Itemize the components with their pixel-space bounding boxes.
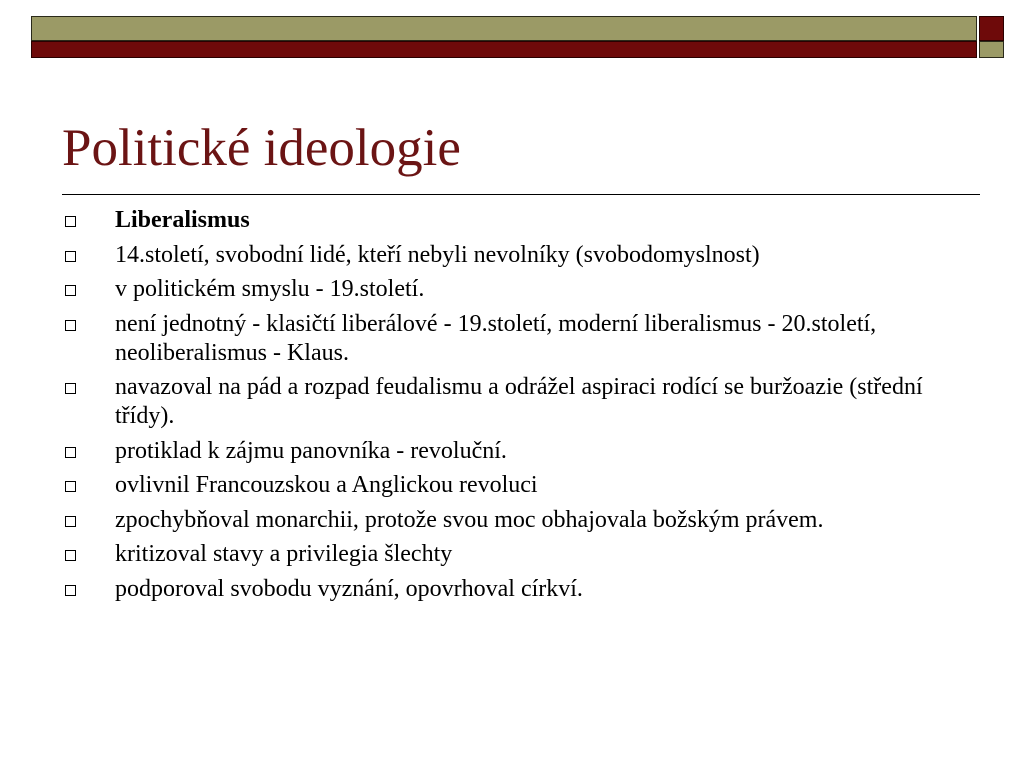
bullet-item [62, 310, 982, 368]
banner-olive-square [979, 41, 1004, 58]
hollow-square-icon [65, 216, 76, 227]
hollow-square-icon [65, 447, 76, 458]
bullet-item [62, 206, 982, 235]
bullet-text: 14.století, svobodní lidé, kteří nebyli nevolníky (svobodomyslnost) [115, 241, 760, 268]
bullet-text: protiklad k zájmu panovníka - revoluční. [115, 437, 507, 464]
hollow-square-icon [65, 383, 76, 394]
hollow-square-icon [65, 285, 76, 296]
bullet-item [62, 373, 982, 431]
bullet-item [62, 471, 982, 500]
banner-maroon-bar [31, 41, 977, 58]
hollow-square-icon [65, 481, 76, 492]
hollow-square-icon [65, 251, 76, 262]
bullet-text: navazoval na pád a rozpad feudalismu a odrážel aspiraci rodící se buržoazie (střední třídy). [115, 374, 923, 429]
title-divider [62, 194, 980, 195]
bullet-list [62, 206, 982, 609]
bullet-item [62, 275, 982, 304]
bullet-item [62, 575, 982, 604]
bullet-text: kritizoval stavy a privilegia šlechty [115, 541, 453, 567]
hollow-square-icon [65, 516, 76, 527]
banner-olive-bar [31, 16, 977, 41]
bullet-item [62, 540, 982, 569]
slide-title: Politické ideologie [62, 119, 461, 177]
hollow-square-icon [65, 320, 76, 331]
bullet-item [62, 437, 982, 466]
bullet-text: ovlivnil Francouzskou a Anglickou revoluci [115, 472, 538, 498]
hollow-square-icon [65, 585, 76, 596]
bullet-text: v politickém smyslu - 19.století. [115, 276, 425, 302]
bullet-item [62, 506, 982, 535]
banner-maroon-square [979, 16, 1004, 41]
bullet-text: Liberalismus [115, 207, 250, 233]
bullet-text: zpochybňoval monarchii, protože svou moc obhajovala božským právem. [115, 506, 824, 533]
hollow-square-icon [65, 550, 76, 561]
bullet-item [62, 241, 982, 270]
bullet-text: podporoval svobodu vyznání, opovrhoval církví. [115, 575, 583, 602]
bullet-text: není jednotný - klasičtí liberálové - 19.století, moderní liberalismus - 20.století, neoliberalismus - Klaus. [115, 310, 877, 366]
